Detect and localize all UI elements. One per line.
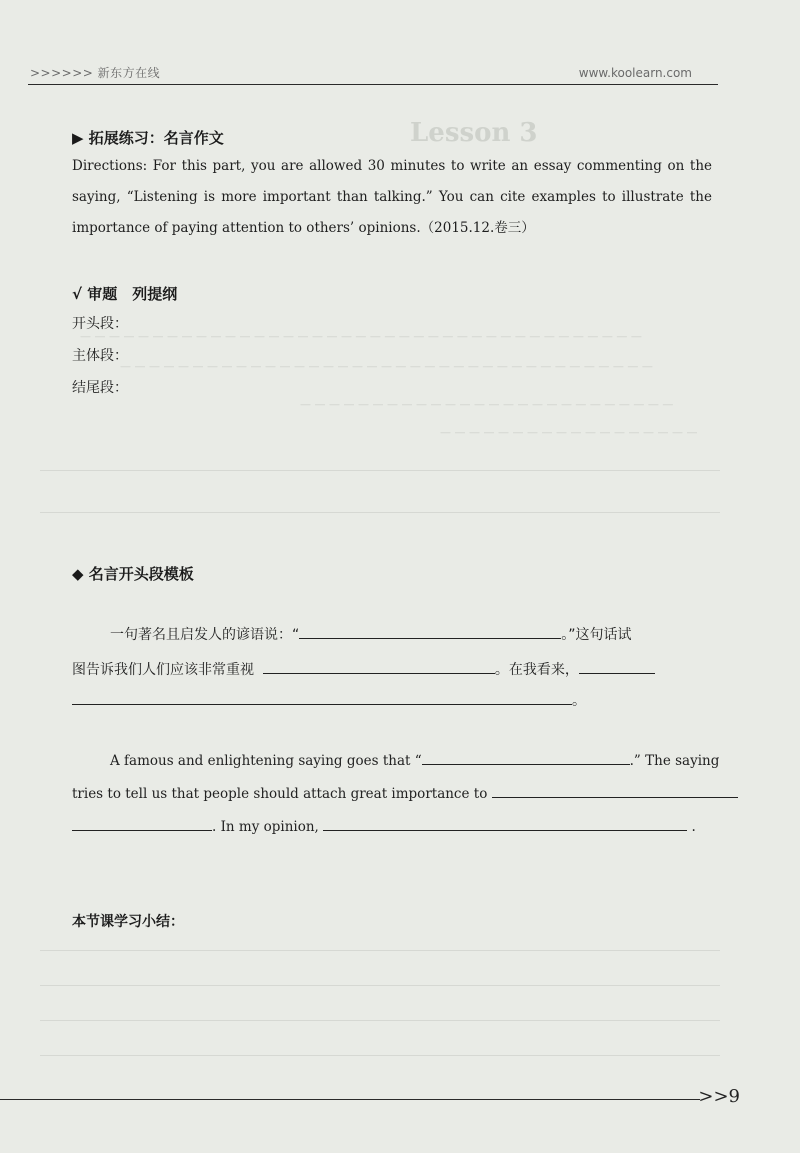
template-cn-line2 <box>72 659 655 679</box>
outline-item-opening: 开头段： <box>72 316 128 332</box>
ruled-line <box>40 1055 720 1056</box>
bleed-through-ghost: — — — — — — — — — — — — — — — — — — <box>440 426 698 439</box>
template-en-text: .” The saying <box>629 753 720 769</box>
fill-blank <box>72 690 572 705</box>
exercise-heading: ▶ 拓展练习：名言作文 <box>72 129 224 147</box>
summary-heading: 本节课学习小结： <box>72 914 184 930</box>
bleed-through-ghost: Lesson 3 <box>410 118 538 148</box>
template-cn-text: 。在我看来， <box>494 662 579 678</box>
template-cn-text: 图告诉我们人们应该非常重视 <box>72 662 254 678</box>
footer-rule <box>0 1099 700 1100</box>
fill-blank <box>492 783 738 798</box>
template-cn-text: 。 <box>572 693 586 709</box>
outline-item-body: 主体段： <box>72 348 128 364</box>
fill-blank <box>422 750 630 765</box>
bleed-through-ghost: — — — — — — — — — — — — — — — — — — — — — — — — — — — — — — — — — — — — — <box>120 360 653 373</box>
ruled-line <box>40 470 720 471</box>
fill-blank <box>263 659 495 674</box>
ruled-line <box>40 1020 720 1021</box>
template-en-line2 <box>72 783 738 802</box>
header-rule <box>28 84 718 85</box>
ruled-line <box>40 512 720 513</box>
ruled-line <box>40 950 720 951</box>
fill-blank <box>299 624 561 639</box>
template-cn-line1 <box>110 624 632 644</box>
fill-blank <box>323 816 687 831</box>
template-heading: ◆ 名言开头段模板 <box>72 565 194 583</box>
header-url: www.koolearn.com <box>578 66 692 80</box>
bleed-through-ghost: — — — — — — — — — — — — — — — — — — — — — — — — — — <box>300 398 674 411</box>
template-en-line1 <box>110 750 719 769</box>
fill-blank <box>72 816 212 831</box>
template-en-text: . <box>691 819 696 835</box>
template-cn-text: 一句著名且启发人的谚语说：“ <box>110 627 300 643</box>
header-brand: >>>>>> 新东方在线 <box>30 66 161 80</box>
exercise-directions: Directions: For this part, you are allowed 30 minutes to write an essay commenting on the saying, “Listening is more important than talking.” You can cite examples to illustrate the importance of paying attention to others’ opinions.（2015.12.卷三） <box>72 158 712 236</box>
fill-blank <box>579 659 655 674</box>
outline-heading: √ 审题 列提纲 <box>72 285 178 303</box>
bleed-through-ghost: — — — — — — — — — — — — — — — — — — — — — — — — — — — — — — — — — — — — — — — <box>80 330 642 343</box>
ruled-line <box>40 985 720 986</box>
outline-item-ending: 结尾段： <box>72 380 128 396</box>
template-en-text: . In my opinion, <box>212 819 319 835</box>
page-number: >>9 <box>698 1086 740 1107</box>
template-en-line3 <box>72 816 696 835</box>
template-cn-line3 <box>72 690 586 710</box>
template-cn-text: 。”这句话试 <box>561 627 632 643</box>
template-en-text: tries to tell us that people should attach great importance to <box>72 786 488 802</box>
template-en-text: A famous and enlightening saying goes that “ <box>110 753 422 769</box>
